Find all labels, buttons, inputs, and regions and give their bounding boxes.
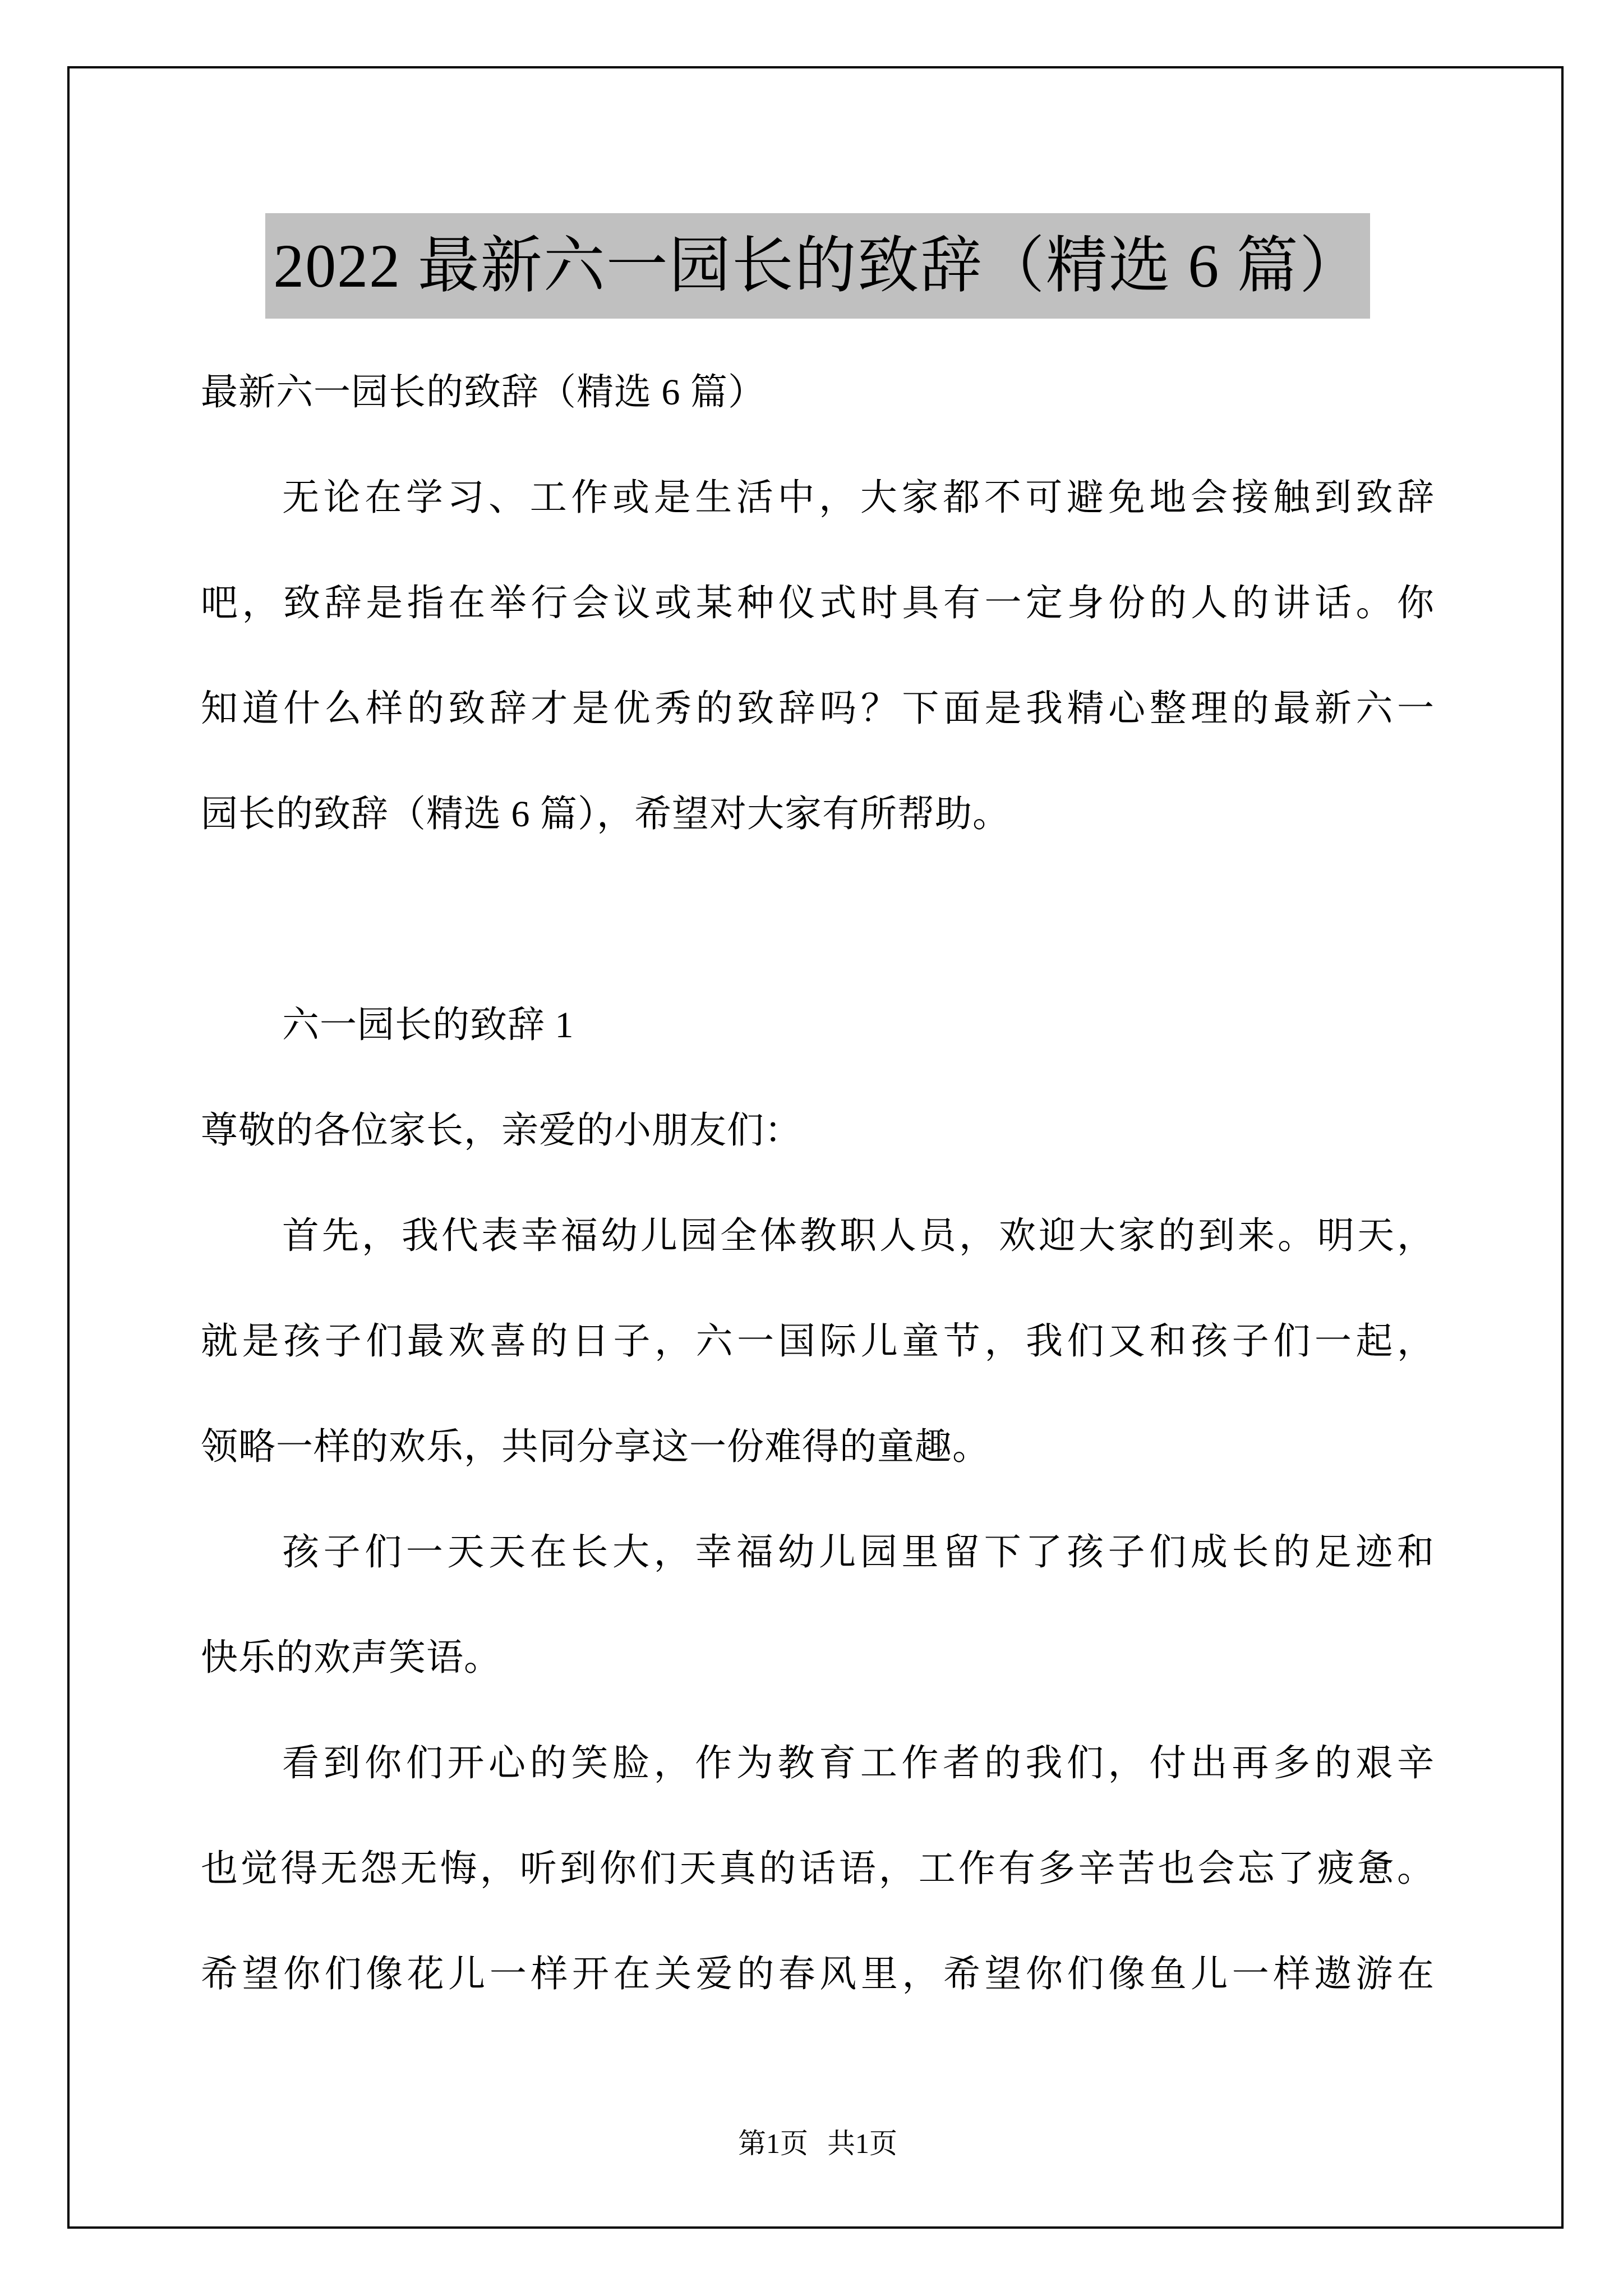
text-line: 无论在学习、工作或是生活中，大家都不可避免地会接触到致辞 [282, 477, 1435, 518]
footer-total-pages: 共1页 [827, 2128, 897, 2159]
text-line: 快乐的欢声笑语。 [201, 1637, 501, 1678]
text-line: 就是孩子们最欢喜的日子，六一国际儿童节，我们又和孩子们一起， [201, 1321, 1435, 1362]
text-line: 希望你们像花儿一样开在关爱的春风里，希望你们像鱼儿一样遨游在 [201, 1954, 1435, 1995]
text-line: 吧，致辞是指在举行会议或某种仪式时具有一定身份的人的讲话。你 [201, 583, 1435, 624]
text-line: 看到你们开心的笑脸，作为教育工作者的我们，付出再多的艰辛 [282, 1743, 1435, 1784]
footer-current-page: 第1页 [738, 2128, 808, 2159]
text-line: 知道什么样的致辞才是优秀的致辞吗？下面是我精心整理的最新六一 [201, 688, 1435, 729]
text-line: 最新六一园长的致辞（精选 6 篇） [201, 372, 766, 413]
text-line: 尊敬的各位家长，亲爱的小朋友们： [201, 1110, 802, 1151]
page-footer [201, 2124, 1435, 2163]
section-heading-line: 六一园长的致辞 1 [282, 1005, 574, 1046]
text-line: 园长的致辞（精选 6 篇），希望对大家有所帮助。 [201, 794, 1010, 835]
text-line: 领略一样的欢乐，共同分享这一份难得的童趣。 [201, 1427, 990, 1467]
text-line: 孩子们一天天在长大，幸福幼儿园里留下了孩子们成长的足迹和 [282, 1532, 1435, 1573]
text-line: 首先，我代表幸福幼儿园全体教职人员，欢迎大家的到来。明天， [282, 1216, 1435, 1257]
text-line: 也觉得无怨无悔，听到你们天真的话语，工作有多辛苦也会忘了疲惫。 [201, 1848, 1435, 1889]
document-title-row [201, 213, 1435, 319]
document-title-highlight: 2022 最新六一园长的致辞（精选 6 篇） [265, 213, 1370, 319]
